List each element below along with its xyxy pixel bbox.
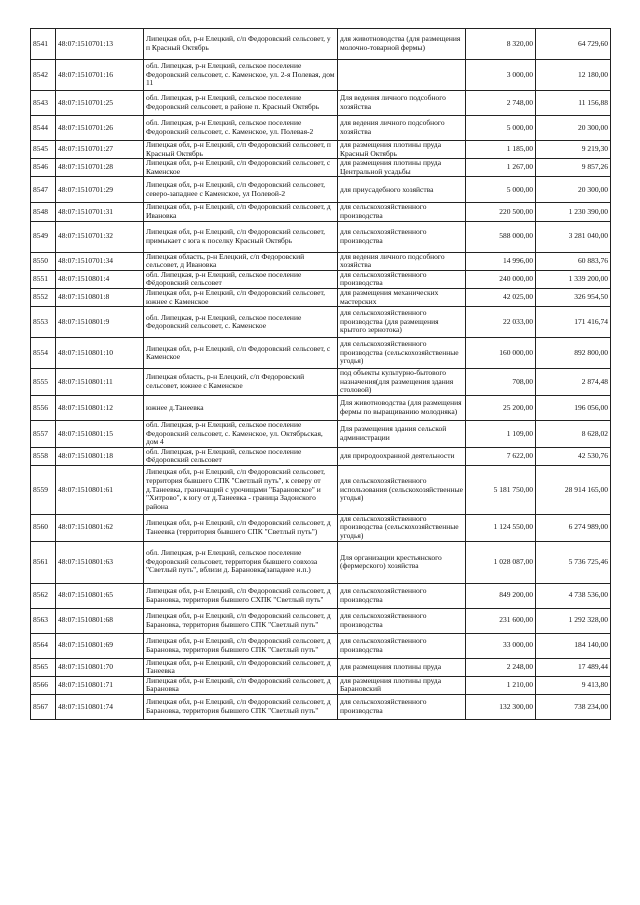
permitted-use: Для животноводства (для размещения фермы по выращиванию молодняка): [338, 395, 466, 420]
cadastral-cost: 196 056,00: [536, 395, 611, 420]
cadastral-number: 48:07:1510701:29: [56, 177, 144, 203]
area-value: 1 267,00: [466, 159, 536, 177]
area-value: 1 210,00: [466, 676, 536, 694]
cadastral-cost: 1 292 328,00: [536, 608, 611, 633]
row-number: 8552: [31, 288, 56, 306]
row-number: 8548: [31, 203, 56, 221]
area-value: 5 000,00: [466, 116, 536, 141]
table-row: [31, 252, 611, 270]
permitted-use: для животноводства (для размещения молочно-товарной фермы): [338, 29, 466, 60]
area-value: 33 000,00: [466, 633, 536, 658]
permitted-use: под объекты культурно-бытового назначения(для размещения здания столовой): [338, 369, 466, 396]
cadastral-number: 48:07:1510801:63: [56, 541, 144, 583]
row-number: 8543: [31, 91, 56, 116]
address: Липецкая обл, р-н Елецкий, с/п Федоровский сельсовет, д Барановка, территория бывшего СПК "Светлый путь": [144, 608, 338, 633]
permitted-use: для природоохранной деятельности: [338, 447, 466, 465]
cadastral-cost: 60 883,76: [536, 252, 611, 270]
row-number: 8567: [31, 695, 56, 720]
area-value: 22 033,00: [466, 307, 536, 338]
permitted-use: для приусадебного хозяйства: [338, 177, 466, 203]
cadastral-cost: 8 628,02: [536, 420, 611, 447]
cadastral-cost: 171 416,74: [536, 307, 611, 338]
cadastral-cost: 9 413,80: [536, 676, 611, 694]
permitted-use: для размещения механических мастерских: [338, 288, 466, 306]
cadastral-cost: 738 234,00: [536, 695, 611, 720]
permitted-use: для сельскохозяйственного производства: [338, 270, 466, 288]
table-row: [31, 221, 611, 252]
permitted-use: для размещения плотины пруда Красный Октябрь: [338, 141, 466, 159]
cadastral-number: 48:07:1510801:65: [56, 583, 144, 608]
table-row: [31, 465, 611, 514]
address: обл. Липецкая, р-н Елецкий, сельское поселение Фёдоровский сельсовет: [144, 270, 338, 288]
area-value: 231 600,00: [466, 608, 536, 633]
address: Липецкая обл, р-н Елецкий, с/п Федоровский сельсовет, южнее с Каменское: [144, 288, 338, 306]
address: Липецкая область, р-н Елецкий, с/п Федоровский сельсовет, южнее с Каменское: [144, 369, 338, 396]
row-number: 8562: [31, 583, 56, 608]
cadastral-number: 48:07:1510701:28: [56, 159, 144, 177]
table-row: [31, 369, 611, 396]
area-value: 1 124 550,00: [466, 514, 536, 541]
row-number: 8541: [31, 29, 56, 60]
table-row: [31, 608, 611, 633]
cadastral-cost: 326 954,50: [536, 288, 611, 306]
permitted-use: для сельскохозяйственного производства: [338, 583, 466, 608]
area-value: 5 000,00: [466, 177, 536, 203]
table-row: [31, 141, 611, 159]
cadastral-cost: 1 339 200,00: [536, 270, 611, 288]
address: Липецкая обл, р-н Елецкий, с/п Федоровский сельсовет, д Ивановка: [144, 203, 338, 221]
area-value: 3 000,00: [466, 60, 536, 91]
row-number: 8555: [31, 369, 56, 396]
table-row: [31, 270, 611, 288]
area-value: 7 622,00: [466, 447, 536, 465]
cadastral-number: 48:07:1510801:12: [56, 395, 144, 420]
area-value: 25 200,00: [466, 395, 536, 420]
address: Липецкая обл, р-н Елецкий, с/п Федоровский сельсовет, территория бывшего СПК "Светлый путь", к северу от д.Танеевка, граничащий с урочищами "Барановское" и "Хитрово", к югу от д.Танеевка - граница Задонского района: [144, 465, 338, 514]
row-number: 8556: [31, 395, 56, 420]
cadastral-cost: 42 530,76: [536, 447, 611, 465]
cadastral-cost: 6 274 989,00: [536, 514, 611, 541]
row-number: 8547: [31, 177, 56, 203]
permitted-use: для ведения личного подсобного хозяйства: [338, 116, 466, 141]
cadastral-cost: 5 736 725,46: [536, 541, 611, 583]
row-number: 8545: [31, 141, 56, 159]
permitted-use: для сельскохозяйственного производства: [338, 695, 466, 720]
row-number: 8560: [31, 514, 56, 541]
cadastral-number: 48:07:1510701:25: [56, 91, 144, 116]
cadastral-number: 48:07:1510801:61: [56, 465, 144, 514]
table-row: [31, 338, 611, 369]
area-value: 1 109,00: [466, 420, 536, 447]
address: Липецкая обл, р-н Елецкий, с/п Федоровский сельсовет, п Красный Октябрь: [144, 141, 338, 159]
cadastral-number: 48:07:1510801:8: [56, 288, 144, 306]
cadastral-number: 48:07:1510801:71: [56, 676, 144, 694]
address: обл. Липецкая, р-н Елецкий, сельское поселение Федоровский сельсовет, в районе п. Красный Октябрь: [144, 91, 338, 116]
row-number: 8565: [31, 658, 56, 676]
address: обл. Липецкая, р-н Елецкий, сельское поселение Федоровский сельсовет, с. Каменское, ул. Полевая-2: [144, 116, 338, 141]
area-value: 849 200,00: [466, 583, 536, 608]
cadastral-cost: 20 300,00: [536, 116, 611, 141]
area-value: 1 028 087,00: [466, 541, 536, 583]
row-number: 8559: [31, 465, 56, 514]
permitted-use: для сельскохозяйственного производства (сельскохозяйственные угодья): [338, 338, 466, 369]
address: Липецкая обл, р-н Елецкий, с/п Федоровский сельсовет, у п Красный Октябрь: [144, 29, 338, 60]
row-number: 8550: [31, 252, 56, 270]
area-value: 160 000,00: [466, 338, 536, 369]
address: Липецкая область, р-н Елецкий, с/п Федоровский сельсовет, д Ивановка: [144, 252, 338, 270]
address: обл. Липецкая, р-н Елецкий, сельское поселение Федоровский сельсовет, с. Каменское, ул. Октябрьская, дом 4: [144, 420, 338, 447]
cadastral-number: 48:07:1510801:70: [56, 658, 144, 676]
cadastral-cost: 3 281 040,00: [536, 221, 611, 252]
table-row: [31, 658, 611, 676]
cadastral-number: 48:07:1510801:68: [56, 608, 144, 633]
address: обл. Липецкая, р-н Елецкий, сельское поселение Фёдоровский сельсовет: [144, 447, 338, 465]
table-row: [31, 541, 611, 583]
permitted-use: Для размещения здания сельской администрации: [338, 420, 466, 447]
cadastral-cost: 28 914 165,00: [536, 465, 611, 514]
cadastral-cost: 20 300,00: [536, 177, 611, 203]
cadastral-number: 48:07:1510701:34: [56, 252, 144, 270]
cadastral-cost: 64 729,60: [536, 29, 611, 60]
address: Липецкая обл, р-н Елецкий, с/п Федоровский сельсовет, д Барановка: [144, 676, 338, 694]
table-row: [31, 583, 611, 608]
row-number: 8549: [31, 221, 56, 252]
address: Липецкая обл, р-н Елецкий, с/п Федоровский сельсовет, с Каменское: [144, 159, 338, 177]
table-row: [31, 203, 611, 221]
table-row: [31, 676, 611, 694]
area-value: 708,00: [466, 369, 536, 396]
cadastral-number: 48:07:1510701:16: [56, 60, 144, 91]
permitted-use: для размещения плотины пруда Центральной усадьбы: [338, 159, 466, 177]
row-number: 8546: [31, 159, 56, 177]
permitted-use: для размещения плотины пруда: [338, 658, 466, 676]
permitted-use: для сельскохозяйственного производства: [338, 608, 466, 633]
row-number: 8553: [31, 307, 56, 338]
table-body: [31, 29, 611, 720]
area-value: 220 500,00: [466, 203, 536, 221]
cadastral-cost: 17 489,44: [536, 658, 611, 676]
row-number: 8563: [31, 608, 56, 633]
cadastral-number: 48:07:1510701:13: [56, 29, 144, 60]
cadastral-number: 48:07:1510801:74: [56, 695, 144, 720]
table-row: [31, 695, 611, 720]
cadastral-cost: 1 230 390,00: [536, 203, 611, 221]
cadastral-cost: 2 874,48: [536, 369, 611, 396]
table-row: [31, 633, 611, 658]
permitted-use: для размещения плотины пруда Барановский: [338, 676, 466, 694]
permitted-use: для сельскохозяйственного производства (для размещения крытого зернотока): [338, 307, 466, 338]
address: обл. Липецкая, р-н Елецкий, сельское поселение Федоровский сельсовет, с. Каменское, ул. 2-я Полевая, дом 11: [144, 60, 338, 91]
table-row: [31, 447, 611, 465]
cadastral-number: 48:07:1510701:27: [56, 141, 144, 159]
cadastral-number: 48:07:1510801:11: [56, 369, 144, 396]
table-row: [31, 420, 611, 447]
table-row: [31, 60, 611, 91]
row-number: 8561: [31, 541, 56, 583]
area-value: 2 248,00: [466, 658, 536, 676]
address: Липецкая обл, р-н Елецкий, с/п Федоровский сельсовет, д Танеевка (территория бывшего СПК "Светлый путь"): [144, 514, 338, 541]
address: Липецкая обл, р-н Елецкий, с/п Федоровский сельсовет, д Барановка, территория бывшего СХПК "Светлый путь": [144, 583, 338, 608]
table-row: [31, 159, 611, 177]
cadastral-number: 48:07:1510801:15: [56, 420, 144, 447]
cadastral-number: 48:07:1510801:4: [56, 270, 144, 288]
cadastral-cost: 184 140,00: [536, 633, 611, 658]
area-value: 588 000,00: [466, 221, 536, 252]
cadastral-number: 48:07:1510801:69: [56, 633, 144, 658]
table-row: [31, 288, 611, 306]
row-number: 8558: [31, 447, 56, 465]
land-plots-table: [30, 28, 611, 720]
permitted-use: для сельскохозяйственного производства: [338, 203, 466, 221]
area-value: 14 996,00: [466, 252, 536, 270]
address: обл. Липецкая, р-н Елецкий, сельское поселение Федоровский сельсовет, территория бывшего совхоза "Светлый путь", вблизи д. Барановка(западнее н.п.): [144, 541, 338, 583]
table-row: [31, 116, 611, 141]
address: южнее д.Танеевка: [144, 395, 338, 420]
cadastral-number: 48:07:1510701:26: [56, 116, 144, 141]
area-value: 2 748,00: [466, 91, 536, 116]
permitted-use: Для организации крестьянского (фермерского) хозяйства: [338, 541, 466, 583]
permitted-use: для сельскохозяйственного производства: [338, 633, 466, 658]
cadastral-cost: 9 219,30: [536, 141, 611, 159]
table-row: [31, 514, 611, 541]
table-row: [31, 177, 611, 203]
area-value: 132 300,00: [466, 695, 536, 720]
table-row: [31, 395, 611, 420]
address: Липецкая обл, р-н Елецкий, с/п Федоровский сельсовет, примыкает с юга к поселку Красный Октябрь: [144, 221, 338, 252]
cadastral-number: 48:07:1510801:10: [56, 338, 144, 369]
cadastral-number: 48:07:1510801:62: [56, 514, 144, 541]
address: Липецкая обл, р-н Елецкий, с/п Федоровский сельсовет, северо-западнее с Каменское, ул Полевой-2: [144, 177, 338, 203]
row-number: 8566: [31, 676, 56, 694]
table-row: [31, 307, 611, 338]
cadastral-number: 48:07:1510801:18: [56, 447, 144, 465]
address: Липецкая обл, р-н Елецкий, с/п Федоровский сельсовет, д Барановка, территория бывшего СПК "Светлый путь": [144, 633, 338, 658]
permitted-use: Для ведения личного подсобного хозяйства: [338, 91, 466, 116]
cadastral-number: 48:07:1510701:32: [56, 221, 144, 252]
permitted-use: для сельскохозяйственного производства (сельскохозяйственные угодья): [338, 514, 466, 541]
table-row: [31, 91, 611, 116]
row-number: 8544: [31, 116, 56, 141]
cadastral-cost: 4 738 536,00: [536, 583, 611, 608]
row-number: 8554: [31, 338, 56, 369]
permitted-use: [338, 60, 466, 91]
cadastral-cost: 12 180,00: [536, 60, 611, 91]
address: Липецкая обл, р-н Елецкий, с/п Федоровский сельсовет, д Танеевка: [144, 658, 338, 676]
address: Липецкая обл, р-н Елецкий, с/п Федоровский сельсовет, с Каменское: [144, 338, 338, 369]
row-number: 8542: [31, 60, 56, 91]
permitted-use: для сельскохозяйственного использования (сельскохозяйственные угодья): [338, 465, 466, 514]
row-number: 8551: [31, 270, 56, 288]
row-number: 8564: [31, 633, 56, 658]
area-value: 5 181 750,00: [466, 465, 536, 514]
permitted-use: для сельскохозяйственного производства: [338, 221, 466, 252]
permitted-use: для ведения личного подсобного хозяйства: [338, 252, 466, 270]
row-number: 8557: [31, 420, 56, 447]
area-value: 42 025,00: [466, 288, 536, 306]
address: Липецкая обл, р-н Елецкий, с/п Федоровский сельсовет, д Барановка, территория бывшего СПК "Светлый путь": [144, 695, 338, 720]
cadastral-number: 48:07:1510701:31: [56, 203, 144, 221]
area-value: 240 000,00: [466, 270, 536, 288]
table-row: [31, 29, 611, 60]
area-value: 8 320,00: [466, 29, 536, 60]
cadastral-cost: 892 800,00: [536, 338, 611, 369]
address: обл. Липецкая, р-н Елецкий, сельское поселение Федоровский сельсовет, с. Каменское: [144, 307, 338, 338]
cadastral-cost: 9 857,26: [536, 159, 611, 177]
area-value: 1 185,00: [466, 141, 536, 159]
cadastral-cost: 11 156,88: [536, 91, 611, 116]
cadastral-number: 48:07:1510801:9: [56, 307, 144, 338]
